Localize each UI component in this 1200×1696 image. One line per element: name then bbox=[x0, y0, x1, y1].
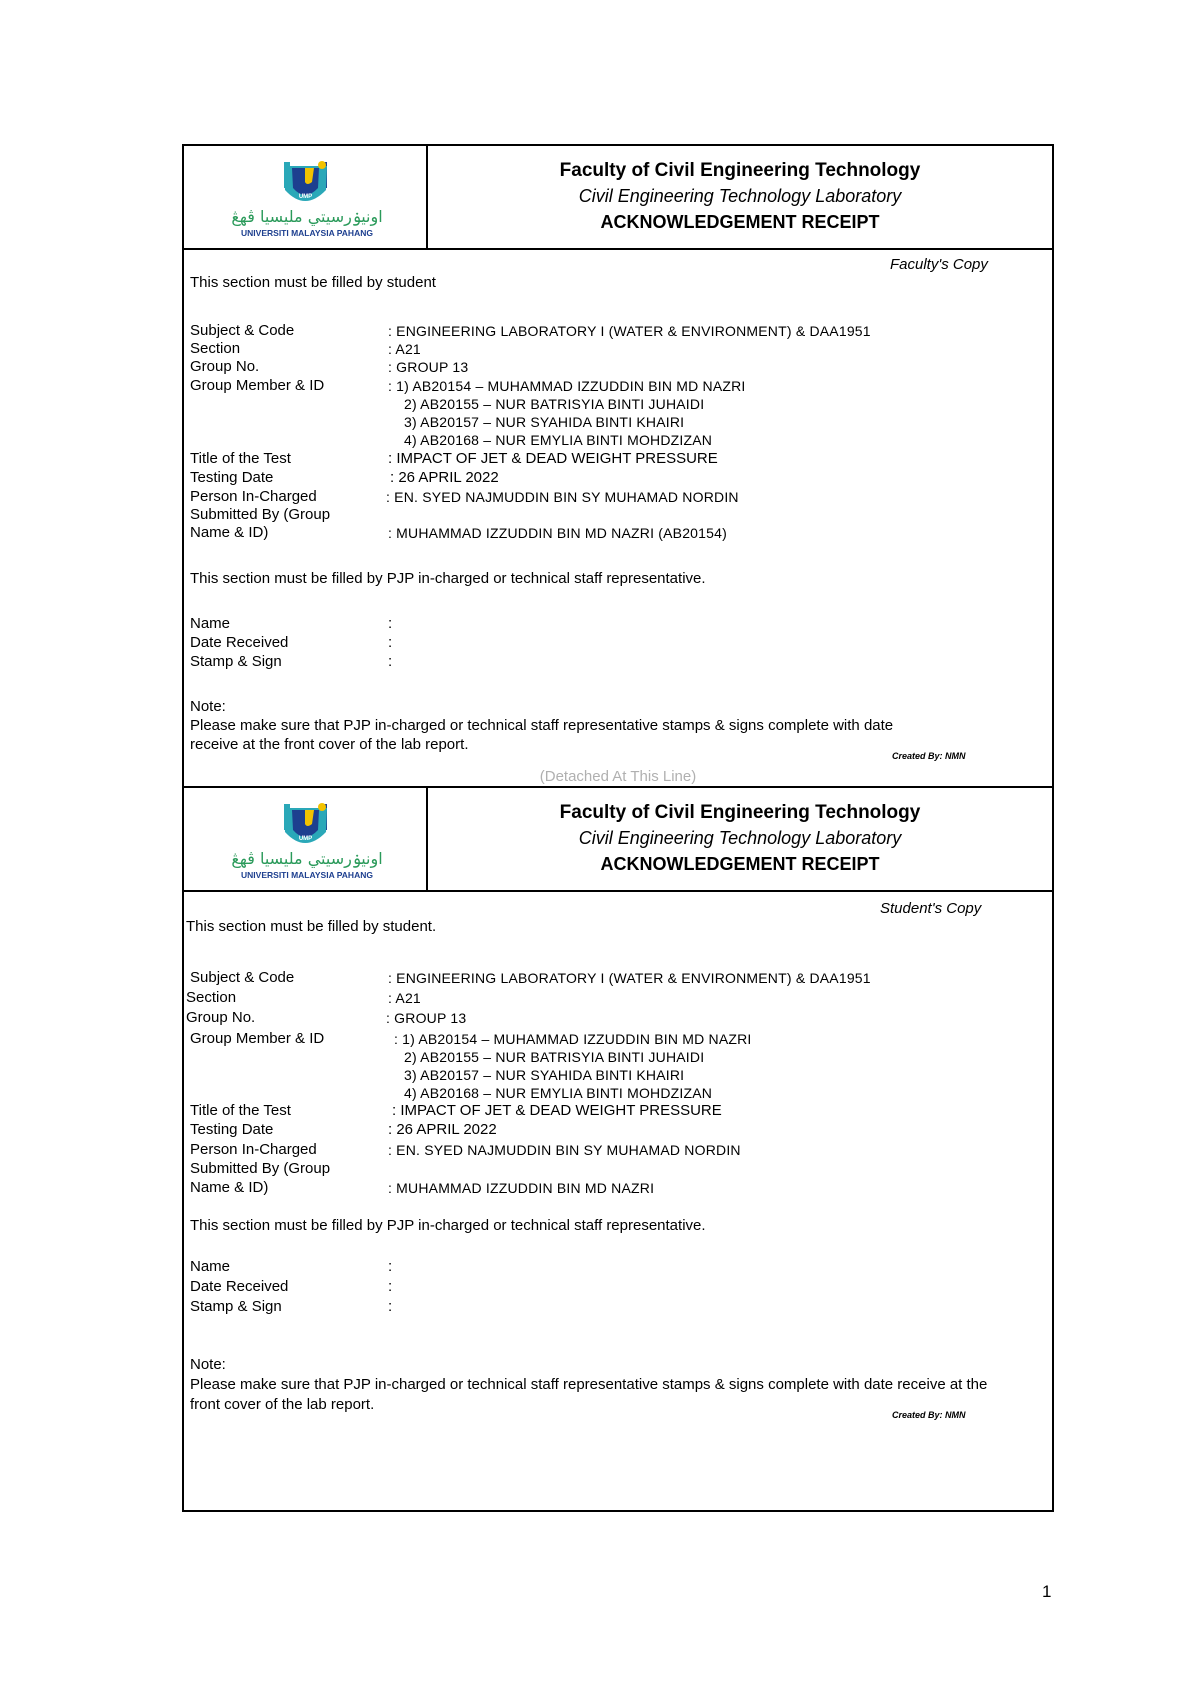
value-section: : A21 bbox=[388, 341, 421, 357]
label-stamp-sign: Stamp & Sign bbox=[190, 653, 282, 670]
value-person-in-charged: : EN. SYED NAJMUDDIN BIN SY MUHAMAD NORDIN bbox=[388, 1142, 741, 1158]
note-line-1: Please make sure that PJP in-charged or technical staff representative stamps & signs complete with date bbox=[190, 717, 894, 734]
university-latin-name: UNIVERSITI MALAYSIA PAHANG bbox=[241, 870, 373, 880]
student-section-note: This section must be filled by student. bbox=[186, 918, 437, 935]
value-person-in-charged: : EN. SYED NAJMUDDIN BIN SY MUHAMAD NORDIN bbox=[386, 489, 739, 505]
value-subject: : ENGINEERING LABORATORY I (WATER & ENVIRONMENT) & DAA1951 bbox=[388, 323, 871, 339]
label-group-no: Group No. bbox=[186, 1009, 256, 1026]
ump-text: UMP bbox=[298, 836, 313, 842]
value-group-no: : GROUP 13 bbox=[388, 359, 469, 375]
colon-stamp-sign: : bbox=[388, 1298, 393, 1315]
detached-line-text: (Detached At This Line) bbox=[539, 768, 697, 785]
value-group-no: : GROUP 13 bbox=[386, 1010, 467, 1026]
label-members: Group Member & ID bbox=[190, 1030, 325, 1047]
colon-staff-name: : bbox=[388, 615, 393, 632]
label-testing-date: Testing Date bbox=[190, 1121, 274, 1138]
value-section: : A21 bbox=[388, 990, 421, 1006]
label-members: Group Member & ID bbox=[190, 377, 325, 394]
note-line-2: receive at the front cover of the lab report. bbox=[190, 736, 469, 753]
lab-title: Civil Engineering Technology Laboratory bbox=[578, 828, 902, 848]
copy-label: Faculty's Copy bbox=[890, 256, 988, 273]
label-test-title: Title of the Test bbox=[190, 450, 291, 467]
label-person-in-charged: Person In-Charged bbox=[190, 1141, 317, 1158]
receipt-title-cell bbox=[428, 788, 1052, 890]
label-test-title: Title of the Test bbox=[190, 1102, 291, 1119]
label-submitted-name-id: Name & ID) bbox=[190, 1179, 269, 1196]
receipt-page-frame bbox=[182, 144, 1054, 1512]
label-submitted-name-id: Name & ID) bbox=[190, 524, 269, 541]
colon-stamp-sign: : bbox=[388, 653, 393, 670]
staff-section-note: This section must be filled by PJP in-charged or technical staff representative. bbox=[190, 570, 706, 587]
label-date-received: Date Received bbox=[190, 634, 289, 651]
value-member-3: 3) AB20157 – NUR SYAHIDA BINTI KHAIRI bbox=[404, 1067, 685, 1083]
university-latin-name: UNIVERSITI MALAYSIA PAHANG bbox=[241, 228, 373, 238]
faculty-title: Faculty of Civil Engineering Technology bbox=[559, 160, 921, 181]
value-submitted-by: : MUHAMMAD IZZUDDIN BIN MD NAZRI (AB20154) bbox=[388, 525, 727, 541]
value-member-4: 4) AB20168 – NUR EMYLIA BINTI MOHDZIZAN bbox=[404, 432, 713, 448]
label-submitted-by: Submitted By (Group bbox=[190, 1160, 331, 1177]
created-by: Created By: NMN bbox=[892, 751, 966, 761]
note-label: Note: bbox=[190, 1356, 226, 1373]
staff-section-note: This section must be filled by PJP in-charged or technical staff representative. bbox=[190, 1217, 706, 1234]
university-arabic-name: اونيۏرسيتي مليسيا ڤهڠ bbox=[231, 849, 383, 868]
label-date-received: Date Received bbox=[190, 1278, 289, 1295]
label-staff-name: Name bbox=[190, 615, 231, 632]
value-member-3: 3) AB20157 – NUR SYAHIDA BINTI KHAIRI bbox=[404, 414, 685, 430]
label-person-in-charged: Person In-Charged bbox=[190, 488, 317, 505]
label-staff-name: Name bbox=[190, 1258, 231, 1275]
receipt-title: ACKNOWLEDGEMENT RECEIPT bbox=[600, 854, 880, 874]
label-testing-date: Testing Date bbox=[190, 469, 274, 486]
label-submitted-by: Submitted By (Group bbox=[190, 506, 331, 523]
value-submitted-by: : MUHAMMAD IZZUDDIN BIN MD NAZRI bbox=[388, 1180, 655, 1196]
receipt-title-cell bbox=[428, 146, 1052, 248]
receipt-header-student bbox=[184, 786, 1052, 892]
label-group-no: Group No. bbox=[190, 358, 260, 375]
value-testing-date: : 26 APRIL 2022 bbox=[390, 469, 499, 486]
value-member-2: 2) AB20155 – NUR BATRISYIA BINTI JUHAIDI bbox=[404, 396, 705, 412]
created-by: Created By: NMN bbox=[892, 1410, 966, 1420]
page-number: 1 bbox=[1042, 1582, 1052, 1601]
receipt-title: ACKNOWLEDGEMENT RECEIPT bbox=[600, 212, 880, 232]
value-testing-date: : 26 APRIL 2022 bbox=[388, 1121, 497, 1138]
student-section-note: This section must be filled by student bbox=[190, 274, 436, 291]
faculty-title: Faculty of Civil Engineering Technology bbox=[559, 802, 921, 823]
ump-logo-icon bbox=[222, 156, 392, 246]
university-logo-cell bbox=[184, 146, 428, 248]
ump-logo-icon bbox=[222, 798, 392, 888]
colon-date-received: : bbox=[388, 634, 393, 651]
label-section: Section bbox=[190, 340, 241, 357]
copy-label: Student's Copy bbox=[880, 900, 982, 917]
lab-title: Civil Engineering Technology Laboratory bbox=[578, 186, 902, 206]
value-member-1: : 1) AB20154 – MUHAMMAD IZZUDDIN BIN MD NAZRI bbox=[394, 1031, 752, 1047]
note-line-1: Please make sure that PJP in-charged or technical staff representative stamps & signs complete with date receive at the bbox=[190, 1376, 988, 1393]
colon-date-received: : bbox=[388, 1278, 393, 1295]
value-member-1: : 1) AB20154 – MUHAMMAD IZZUDDIN BIN MD NAZRI bbox=[388, 378, 746, 394]
label-stamp-sign: Stamp & Sign bbox=[190, 1298, 282, 1315]
university-arabic-name: اونيۏرسيتي مليسيا ڤهڠ bbox=[231, 207, 383, 226]
value-member-2: 2) AB20155 – NUR BATRISYIA BINTI JUHAIDI bbox=[404, 1049, 705, 1065]
value-subject: : ENGINEERING LABORATORY I (WATER & ENVIRONMENT) & DAA1951 bbox=[388, 970, 871, 986]
colon-staff-name: : bbox=[388, 1258, 393, 1275]
label-subject: Subject & Code bbox=[190, 969, 295, 986]
receipt-header-faculty bbox=[184, 144, 1052, 250]
value-test-title: : IMPACT OF JET & DEAD WEIGHT PRESSURE bbox=[392, 1102, 722, 1119]
value-test-title: : IMPACT OF JET & DEAD WEIGHT PRESSURE bbox=[388, 450, 718, 467]
value-member-4: 4) AB20168 – NUR EMYLIA BINTI MOHDZIZAN bbox=[404, 1085, 713, 1101]
ump-text: UMP bbox=[298, 194, 313, 200]
note-label: Note: bbox=[190, 698, 226, 715]
note-line-2: front cover of the lab report. bbox=[190, 1396, 375, 1413]
label-section: Section bbox=[186, 989, 237, 1006]
label-subject: Subject & Code bbox=[190, 322, 295, 339]
university-logo-cell bbox=[184, 788, 428, 890]
